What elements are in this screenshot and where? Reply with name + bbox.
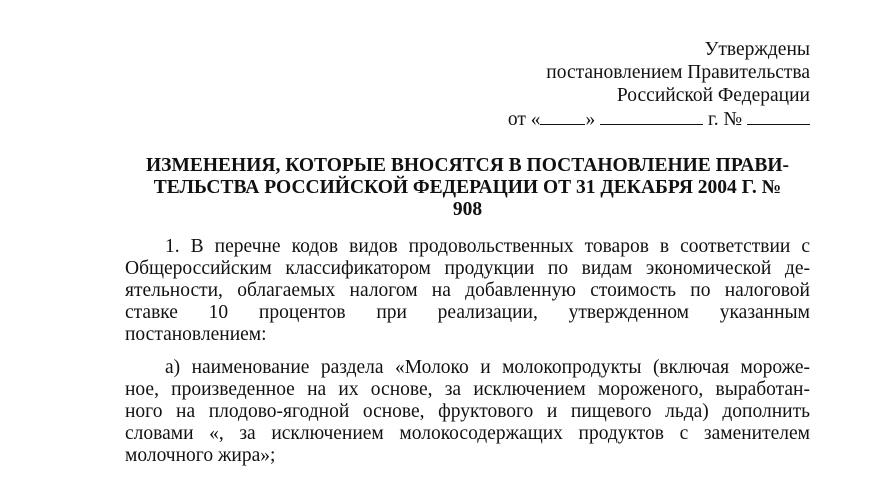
paragraph-1	[125, 236, 810, 346]
paragraph-2-line: словами «, за исключением молокосодержащих продуктов с заменителем	[125, 423, 810, 444]
approval-block	[508, 38, 810, 131]
paragraph-2	[125, 357, 810, 467]
paragraph-1-line: ставке 10 процентов при реализации, утвержденном указанным	[125, 302, 810, 323]
title-line-2: ТЕЛЬСТВА РОССИЙСКОЙ ФЕДЕРАЦИИ ОТ 31 ДЕКАБРЯ 2004 Г. №	[153, 177, 782, 198]
approval-line-approved: Утверждены	[704, 39, 810, 60]
paragraph-2-line: молочного жира»;	[125, 445, 276, 466]
approval-line-decree: постановлением Правительства	[546, 62, 810, 83]
year-number-label: г. №	[703, 109, 747, 130]
approval-line-federation: Российской Федерации	[616, 85, 810, 106]
date-quote-close: »	[585, 109, 596, 130]
title-line-3: 908	[452, 199, 483, 220]
paragraph-1-line: Общероссийским классификатором продукции по видам экономической де-	[125, 258, 810, 279]
day-blank	[540, 107, 585, 125]
document-title	[125, 155, 810, 221]
paragraph-1-line: ятельности, облагаемых налогом на добавленную стоимость по налоговой	[125, 280, 810, 301]
paragraph-1-line: постановлением:	[125, 324, 267, 345]
paragraph-1-line: 1. В перечне кодов видов продовольственных товаров в соответствии с	[165, 236, 810, 257]
paragraph-2-line: а) наименование раздела «Молоко и молокопродукты (включая мороже-	[165, 357, 810, 378]
paragraph-2-line: ного на плодово-ягодной основе, фруктового и пищевого льда) дополнить	[125, 401, 810, 422]
paragraph-2-line: ное, произведенное на их основе, за исключением мороженого, выработан-	[125, 379, 810, 400]
month-blank	[600, 107, 703, 125]
date-prefix: от «	[507, 109, 541, 130]
title-line-1: ИЗМЕНЕНИЯ, КОТОРЫЕ ВНОСЯТСЯ В ПОСТАНОВЛЕНИЕ ПРАВИ-	[145, 155, 790, 176]
approval-line-date-number	[508, 107, 810, 131]
number-blank	[747, 107, 810, 125]
